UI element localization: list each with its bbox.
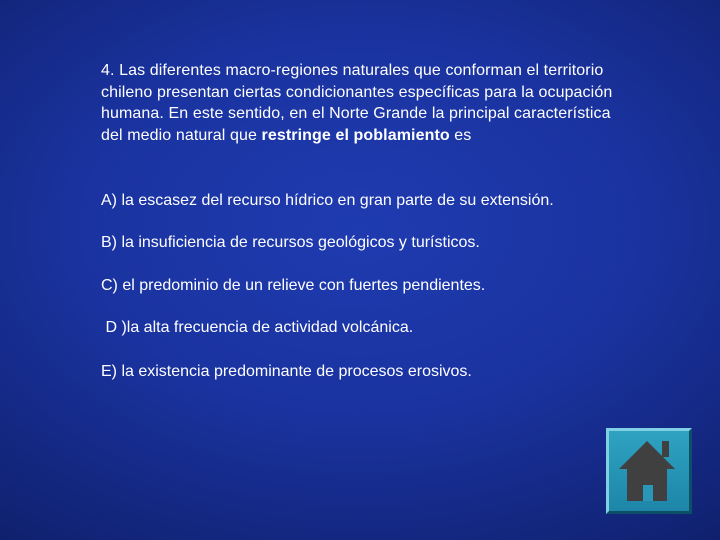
question-text-start: 4. Las diferentes macro-regiones naturales que conforman el territorio chileno presentan ciertas condicionantes específicas para la ocupación humana. En este sentido, en el Norte Grande la principal característica del medio natural que xyxy=(101,62,613,144)
option-e: E) la existencia predominante de procesos erosivos. xyxy=(101,363,472,380)
question-text xyxy=(101,60,621,146)
question-text-emphasis: restringe el poblamiento xyxy=(261,126,450,144)
option-d: D )la alta frecuencia de actividad volcánica. xyxy=(101,319,414,336)
option-c: C) el predominio de un relieve con fuertes pendientes. xyxy=(101,277,486,294)
option-b: B) la insuficiencia de recursos geológicos y turísticos. xyxy=(101,234,480,251)
home-button[interactable] xyxy=(606,428,692,514)
question-text-end: es xyxy=(449,126,472,144)
option-a: A) la escasez del recurso hídrico en gran parte de su extensión. xyxy=(101,192,554,209)
